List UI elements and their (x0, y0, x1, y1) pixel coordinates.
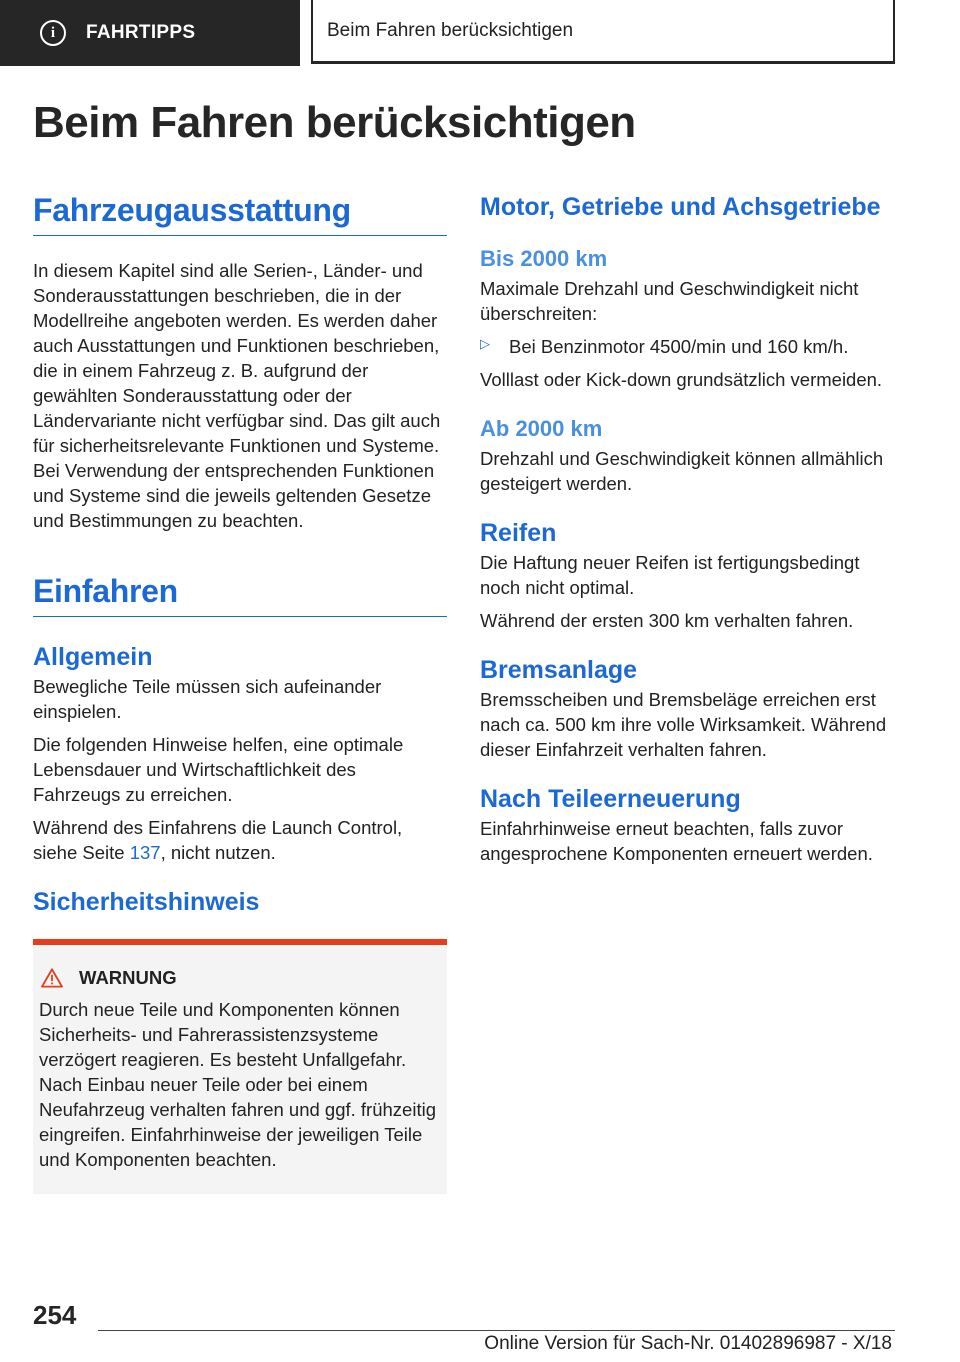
warning-box (33, 939, 447, 1194)
heading-fahrzeugausstattung: Fahrzeugausstattung (33, 192, 447, 236)
warning-header (39, 967, 437, 989)
fahrzeugausstattung-text: In diesem Kapitel sind alle Serien-, Länder- und Sonderausstattungen beschrieben, die in der Modellreihe angeboten werden. Es werden daher auch Ausstattungen und Funktionen beschrieben, die in einem Fahrzeug z. B. aufgrund der gewählten Sonderausstattung oder der Ländervariante nicht verfügbar sind. Das gilt auch für sicherheitsrelevante Funktionen und Systeme. Bei Verwendung der entsprechenden Funktionen und Systeme sind die jeweils geltenden Gesetze und Bestimmungen zu beachten. (33, 260, 441, 531)
left-column (33, 192, 447, 1194)
launch-control-text: Während des Einfahrens die Launch Control, siehe Seite (33, 817, 403, 863)
page-link-137[interactable]: 137 (129, 842, 161, 863)
warning-triangle-icon (41, 968, 63, 988)
heading-ab-2000-km: Ab 2000 km (480, 416, 603, 441)
heading-reifen: Reifen (480, 519, 557, 547)
chapter-label: FAHRTIPPS (86, 22, 196, 43)
page-title: Beim Fahren berücksichtigen (33, 98, 636, 147)
heading-nach-teileerneuerung: Nach Teileerneuerung (480, 785, 741, 813)
heading-sicherheitshinweis: Sicherheitshinweis (33, 888, 260, 916)
list-item (480, 334, 900, 359)
bis-2000-text: Maximale Drehzahl und Geschwindigkeit nicht überschreiten: (480, 278, 859, 324)
section-header (311, 0, 895, 64)
warning-text: Durch neue Teile und Komponenten können Sicherheits- und Fahrerassistenzsysteme verzögert reagieren. Es besteht Unfallgefahr. Nach Einbau neuer Teile oder bei einem Neufahrzeug verhalten fahren und ggf. frühzeitig eingreifen. Einfahrhinweise der jeweiligen Teile und Komponenten beachten. (39, 999, 436, 1170)
allgemein-text-3 (33, 815, 447, 865)
launch-control-text-end: , nicht nutzen. (160, 842, 276, 863)
footer-version-text: Online Version für Sach-Nr. 01402896987 - X/18 (484, 1333, 892, 1354)
right-column (480, 192, 900, 866)
allgemein-text-2: Die folgenden Hinweise helfen, eine optimale Lebensdauer und Wirtschaftlichkeit des Fahrzeugs zu erreichen. (33, 734, 404, 805)
volllast-text: Volllast oder Kick-down grundsätzlich vermeiden. (480, 369, 883, 390)
warning-label: WARNUNG (79, 967, 177, 988)
heading-motor-getriebe: Motor, Getriebe und Achsgetriebe (480, 193, 881, 221)
footer-divider (98, 1330, 895, 1331)
info-circle-icon: i (40, 20, 66, 46)
allgemein-text-1: Bewegliche Teile müssen sich aufeinander einspielen. (33, 676, 382, 722)
bremsanlage-text: Bremsscheiben und Bremsbeläge erreichen erst nach ca. 500 km ihre volle Wirksamkeit. Während dieser Einfahrzeit verhalten fahren. (480, 689, 887, 760)
page-number: 254 (33, 1300, 77, 1330)
bullet-text: Bei Benzinmotor 4500/min und 160 km/h. (509, 336, 849, 357)
heading-bremsanlage: Bremsanlage (480, 656, 638, 684)
reifen-text-1: Die Haftung neuer Reifen ist fertigungsbedingt noch nicht optimal. (480, 552, 860, 598)
heading-einfahren: Einfahren (33, 573, 447, 617)
section-title: Beim Fahren berücksichtigen (327, 19, 574, 41)
ab-2000-text: Drehzahl und Geschwindigkeit können allmählich gesteigert werden. (480, 448, 884, 494)
chapter-tab[interactable] (0, 0, 300, 66)
teileerneuerung-text: Einfahrhinweise erneut beachten, falls zuvor angesprochene Komponenten erneuert werden. (480, 818, 873, 864)
heading-bis-2000-km: Bis 2000 km (480, 246, 608, 271)
reifen-text-2: Während der ersten 300 km verhalten fahren. (480, 610, 854, 631)
heading-allgemein: Allgemein (33, 643, 153, 671)
triangle-right-icon: ▷ (480, 336, 490, 351)
